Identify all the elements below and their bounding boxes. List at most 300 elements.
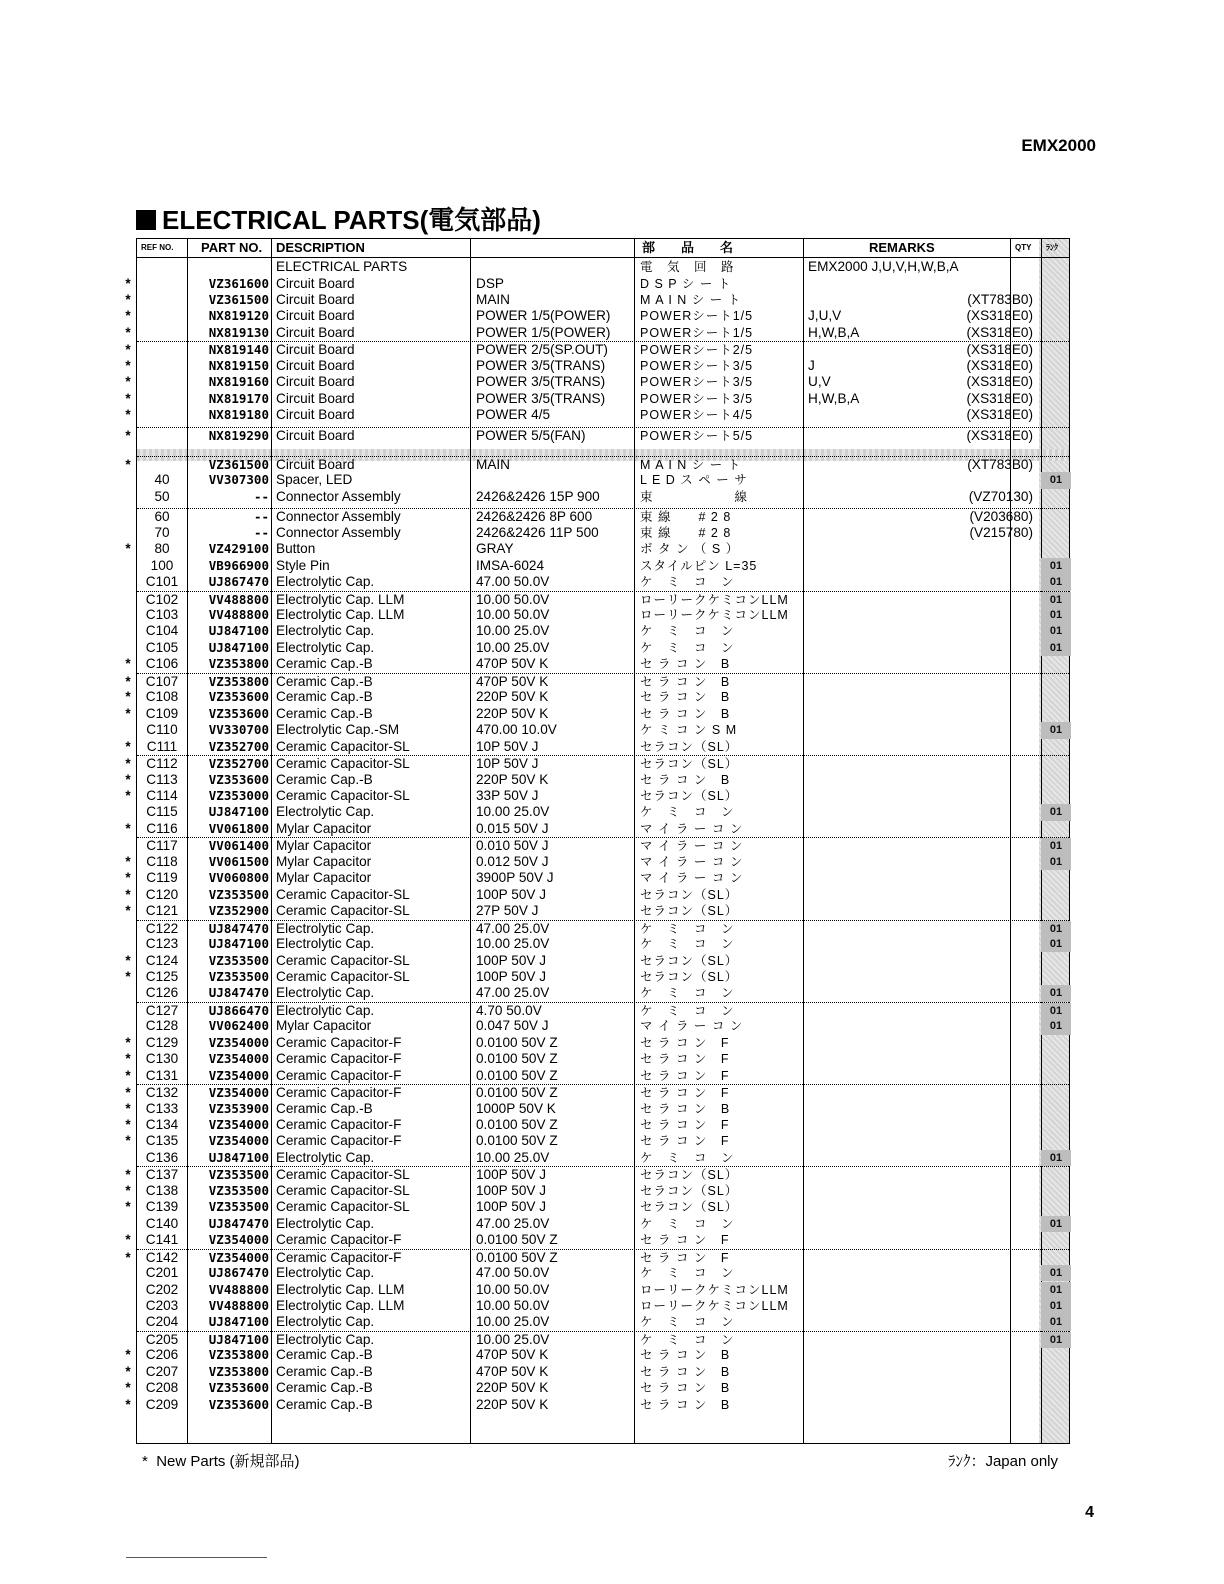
spec: 2426&2426 15P 900	[476, 488, 600, 504]
table-row	[125, 1199, 1069, 1215]
description: Mylar Capacitor	[276, 820, 372, 836]
part-no: NX819120	[208, 308, 269, 324]
ref-no: C202	[145, 1281, 179, 1297]
japanese-name: ケ ミ コ ン	[640, 1332, 735, 1347]
spec: 0.0100 50V Z	[476, 1232, 558, 1248]
table-row	[137, 837, 1069, 854]
part-no: VZ352700	[208, 738, 269, 754]
part-no: VB966900	[208, 557, 269, 573]
ref-no: C134	[145, 1117, 179, 1132]
table-row	[125, 541, 1069, 557]
spec: 100P 50V J	[476, 968, 547, 984]
description: Circuit Board	[276, 374, 355, 390]
japanese-name: 束 線 # 2 8	[640, 510, 732, 525]
description: Circuit Board	[276, 390, 355, 406]
ref-no: C104	[145, 623, 179, 639]
table-row	[137, 472, 1069, 488]
japanese-name: POWERシート3/5	[640, 375, 754, 390]
spec: 100P 50V J	[476, 886, 547, 902]
rank: 01	[1041, 1282, 1071, 1298]
table-row	[137, 591, 1069, 608]
description: Electrolytic Cap. LLM	[276, 591, 405, 607]
part-no: UJ847470	[208, 985, 269, 1001]
remarks-code: (VZ70130)	[968, 488, 1033, 504]
part-no: VZ353600	[208, 1380, 269, 1396]
spec: MAIN	[476, 291, 510, 307]
part-no: VV061400	[208, 838, 269, 854]
table-row	[137, 1150, 1069, 1166]
part-no: UJ847100	[208, 623, 269, 639]
spec: 1000P 50V K	[476, 1100, 556, 1116]
ref-no: C139	[145, 1199, 179, 1215]
japanese-name: ケ ミ コ ン	[640, 575, 735, 590]
rank: 01	[1041, 854, 1071, 870]
description: Electrolytic Cap.	[276, 1331, 375, 1347]
star-mark: *	[125, 756, 131, 771]
part-no: VZ354000	[208, 1249, 269, 1265]
remarks: J,U,V	[808, 308, 842, 324]
description: Electrolytic Cap.	[276, 1314, 375, 1330]
remarks-code: (XT783B0)	[967, 456, 1033, 472]
part-no: VZ353800	[208, 1363, 269, 1379]
table-row	[125, 291, 1069, 308]
table-row	[125, 374, 1069, 390]
japanese-name: セ ラ コ ン B	[640, 1348, 731, 1363]
part-no: VV488800	[208, 591, 269, 607]
japanese-name: ケ ミ コ ン	[640, 937, 735, 951]
part-no: VZ353600	[208, 1396, 269, 1412]
spec: 0.0100 50V Z	[476, 1117, 558, 1132]
japanese-name: セラコン（SL）	[640, 757, 739, 771]
spec: POWER 1/5(POWER)	[476, 308, 611, 324]
spec: 0.015 50V J	[476, 820, 549, 836]
japanese-name: セ ラ コ ン F	[640, 1086, 730, 1101]
japanese-name: セ ラ コ ン B	[640, 1364, 731, 1379]
ref-no: C128	[145, 1018, 179, 1034]
table-row	[137, 259, 1069, 275]
japanese-name: ケ ミ コ ン	[640, 640, 735, 655]
japanese-name: ケ ミ コ ン S M	[640, 723, 738, 738]
table-row	[137, 920, 1069, 937]
rank: 01	[1041, 1314, 1071, 1330]
star-mark: *	[125, 541, 131, 557]
spec: 0.0100 50V Z	[476, 1249, 558, 1265]
table-row	[137, 1002, 1069, 1019]
description: Ceramic Cap.-B	[276, 1100, 373, 1116]
part-no: VZ354000	[208, 1034, 269, 1050]
description: Ceramic Cap.-B	[276, 673, 373, 689]
spec: 0.010 50V J	[476, 838, 549, 854]
table-row	[125, 1182, 1069, 1199]
star-mark: *	[125, 820, 131, 836]
description: Electrolytic Cap.	[276, 623, 375, 639]
star-mark: *	[125, 1100, 131, 1116]
remarks-code: (XS318E0)	[966, 324, 1033, 340]
col-qty: QTY	[1015, 243, 1032, 252]
japanese-name: ケ ミ コ ン	[640, 1315, 735, 1330]
table-row	[125, 673, 1069, 690]
description: Connector Assembly	[276, 524, 401, 540]
description: Mylar Capacitor	[276, 870, 372, 886]
ref-no: C125	[145, 968, 179, 984]
japanese-name: マ イ ラ ー コ ン	[640, 839, 744, 854]
part-no: UJ847100	[208, 639, 269, 655]
part-no: VV062400	[208, 1018, 269, 1034]
table-row	[137, 623, 1069, 639]
description: Ceramic Capacitor-SL	[276, 952, 410, 968]
ref-no: 50	[154, 488, 170, 504]
japanese-name: ボ タ ン （ S ）	[640, 542, 740, 557]
ref-no: C203	[145, 1297, 179, 1313]
table-row	[125, 952, 1069, 969]
ref-no: C205	[145, 1331, 179, 1347]
japanese-name: セ ラ コ ン B	[640, 657, 731, 672]
spec: 47.00 25.0V	[476, 1215, 550, 1231]
table-row	[125, 1363, 1069, 1380]
spec: 220P 50V K	[476, 1396, 549, 1412]
spec: POWER 4/5	[476, 407, 551, 422]
rank: 01	[1041, 1332, 1071, 1348]
part-no: VZ353900	[208, 1100, 269, 1116]
part-no: VZ353600	[208, 689, 269, 705]
japanese-name: マ イ ラ ー コ ン	[640, 854, 744, 869]
part-no: VZ353500	[208, 1199, 269, 1215]
description: Ceramic Capacitor-SL	[276, 1167, 410, 1183]
ref-no: C207	[145, 1363, 179, 1379]
description: Electrolytic Cap.	[276, 574, 375, 590]
japanese-name: セラコン（SL）	[640, 788, 739, 803]
spec: 2426&2426 8P 600	[476, 509, 593, 525]
ref-no: C106	[145, 656, 179, 672]
ref-no: C137	[145, 1167, 179, 1183]
description: Ceramic Capacitor-F	[276, 1117, 402, 1132]
part-no: UJ847470	[208, 1215, 269, 1231]
spec: POWER 3/5(TRANS)	[476, 374, 606, 390]
description: Circuit Board	[276, 427, 355, 443]
ref-no: C107	[145, 673, 179, 689]
description: Ceramic Cap.-B	[276, 1363, 373, 1379]
star-mark: *	[125, 771, 131, 787]
ref-no: C114	[146, 787, 178, 803]
star-mark: *	[125, 357, 131, 373]
description: Electrolytic Cap.	[276, 1149, 375, 1165]
spec: 10.00 50.0V	[476, 1281, 550, 1297]
star-mark: *	[125, 374, 131, 390]
spec: 100P 50V J	[476, 1199, 547, 1215]
japanese-name: POWERシート1/5	[640, 325, 754, 340]
rank: 01	[1041, 592, 1071, 608]
spec: IMSA-6024	[476, 557, 545, 573]
ref-no: C110	[146, 722, 178, 738]
spec: 220P 50V K	[476, 689, 549, 705]
remarks-code: (XT783B0)	[967, 291, 1033, 307]
part-no: VZ361500	[208, 456, 269, 472]
ref-no: C136	[145, 1149, 179, 1165]
star-mark: *	[125, 342, 131, 358]
table-row	[125, 738, 1069, 755]
table-row	[125, 1117, 1069, 1133]
ref-no: C102	[145, 591, 179, 607]
ref-no: C204	[145, 1314, 179, 1330]
japanese-name: セ ラ コ ン B	[640, 1397, 731, 1412]
description: Ceramic Capacitor-F	[276, 1249, 402, 1265]
ref-no: C142	[145, 1249, 179, 1265]
ref-no: C119	[146, 870, 178, 886]
spec: 0.047 50V J	[476, 1018, 549, 1034]
part-no: NX819150	[208, 357, 269, 373]
spec: 100P 50V J	[476, 1167, 547, 1183]
spec: 0.0100 50V Z	[476, 1067, 558, 1083]
ref-no: C201	[145, 1265, 179, 1280]
ref-no: C112	[146, 756, 178, 771]
description: Mylar Capacitor	[276, 838, 372, 854]
star-mark: *	[125, 1249, 131, 1265]
star-mark: *	[125, 1199, 131, 1215]
spec: 0.0100 50V Z	[476, 1085, 558, 1101]
col-part: PART NO.	[201, 240, 263, 255]
table-row	[125, 1034, 1069, 1051]
description: Electrolytic Cap.	[276, 639, 375, 655]
footnote	[142, 1450, 300, 1471]
part-no: VV307300	[208, 472, 269, 488]
japanese-name: 電 気 回 路	[640, 260, 735, 274]
ref-no: C101	[145, 574, 179, 590]
japanese-name: ケ ミ コ ン	[640, 624, 735, 639]
star-mark: *	[125, 1117, 131, 1132]
table-row	[137, 525, 1069, 541]
star-mark: *	[125, 407, 131, 422]
japanese-name: セ ラ コ ン B	[640, 690, 731, 705]
table-row	[125, 870, 1069, 886]
spec: 10.00 25.0V	[476, 804, 550, 820]
spec: 47.00 50.0V	[476, 574, 550, 590]
star-mark: *	[125, 738, 131, 754]
star-mark: *	[125, 1067, 131, 1083]
description: Ceramic Capacitor-SL	[276, 903, 410, 919]
ref-no: C138	[145, 1182, 179, 1198]
description: Circuit Board	[276, 342, 355, 358]
star-mark: *	[125, 1051, 131, 1067]
star-mark: *	[125, 324, 131, 340]
rank: 01	[1041, 722, 1071, 738]
table-row	[125, 968, 1069, 985]
japanese-name: セ ラ コ ン F	[640, 1118, 730, 1132]
ref-no: C115	[146, 804, 178, 820]
part-no: --	[253, 509, 269, 525]
part-no: VV061500	[208, 853, 269, 869]
part-no: VZ353800	[208, 673, 269, 689]
spec: POWER 2/5(SP.OUT)	[476, 342, 608, 358]
table-row	[125, 357, 1069, 374]
ref-no: 80	[154, 541, 170, 557]
part-no: VZ353500	[208, 886, 269, 902]
japanese-name: POWERシート3/5	[640, 358, 754, 373]
japanese-name: ローリークケミコンLLM	[640, 1282, 789, 1297]
table-row	[125, 1380, 1069, 1396]
spec: 10.00 25.0V	[476, 936, 550, 951]
part-no: VZ352700	[208, 756, 269, 771]
star-mark: *	[125, 275, 131, 291]
description: Mylar Capacitor	[276, 853, 372, 869]
rank: 01	[1041, 640, 1071, 656]
table-row	[125, 886, 1069, 903]
spec: 4.70 50.0V	[476, 1002, 542, 1018]
japanese-name: セラコン（SL）	[640, 739, 739, 754]
part-no: VZ353600	[208, 771, 269, 787]
rank: 01	[1041, 838, 1071, 854]
star-mark: *	[125, 1167, 131, 1183]
table-row	[125, 1051, 1069, 1067]
table-row	[125, 407, 1069, 423]
table-row	[137, 1216, 1069, 1232]
rank: 01	[1041, 1216, 1071, 1232]
ref-no: C209	[145, 1396, 179, 1412]
japanese-name: ケ ミ コ ン	[640, 986, 735, 1001]
description: Button	[276, 541, 316, 557]
star-mark: *	[125, 870, 131, 886]
part-no: UJ847100	[208, 936, 269, 951]
rank: 01	[1041, 1265, 1071, 1281]
description: Electrolytic Cap.	[276, 1215, 375, 1231]
star-mark: *	[125, 1085, 131, 1101]
rank: 01	[1041, 921, 1071, 937]
table-row	[125, 324, 1069, 341]
ref-no: C206	[145, 1347, 179, 1363]
footer-rule	[126, 1557, 267, 1558]
remarks-code: (XS318E0)	[966, 390, 1033, 406]
description: Electrolytic Cap. LLM	[276, 607, 405, 622]
star-mark: *	[125, 1232, 131, 1248]
star-mark: *	[125, 390, 131, 406]
part-no: UJ866470	[208, 1002, 269, 1018]
spec: 10.00 50.0V	[476, 607, 550, 622]
table-row	[125, 1067, 1069, 1084]
description: Ceramic Cap.-B	[276, 1380, 373, 1396]
ref-no: C123	[145, 936, 179, 951]
ref-no: C116	[146, 820, 178, 836]
star-mark: *	[125, 1034, 131, 1050]
part-no: VZ361600	[208, 275, 269, 291]
page-number: 4	[1085, 1504, 1094, 1521]
description: Ceramic Capacitor-SL	[276, 1199, 410, 1215]
description: Ceramic Cap.-B	[276, 771, 373, 787]
table-row	[125, 427, 1069, 444]
ref-no: C140	[145, 1215, 179, 1231]
ref-no: C208	[145, 1380, 179, 1396]
spec: POWER 3/5(TRANS)	[476, 390, 606, 406]
japanese-name: セラコン（SL）	[640, 1168, 739, 1183]
rank: 01	[1041, 1018, 1071, 1034]
table-row	[137, 489, 1069, 505]
description: Ceramic Capacitor-SL	[276, 787, 410, 803]
part-no: VZ429100	[208, 541, 269, 557]
table-header	[137, 239, 1069, 258]
description: Style Pin	[276, 557, 330, 573]
part-no: VZ361500	[208, 291, 269, 307]
ref-no: C126	[145, 985, 179, 1001]
star-mark: *	[125, 1347, 131, 1363]
japanese-name: セ ラ コ ン F	[640, 1233, 730, 1248]
ref-no: C105	[145, 639, 179, 655]
japanese-name: セラコン（SL）	[640, 1183, 739, 1198]
ref-no: 70	[154, 524, 170, 540]
spec: 10.00 25.0V	[476, 1331, 550, 1347]
japanese-name: ケ ミ コ ン	[640, 805, 735, 820]
part-no: VZ353000	[208, 787, 269, 803]
part-no: VZ353800	[208, 656, 269, 672]
rank: 01	[1041, 936, 1071, 952]
japanese-name: スタイルピン L=35	[640, 558, 758, 573]
star-mark: *	[125, 308, 131, 324]
description: Ceramic Capacitor-F	[276, 1133, 402, 1149]
description: Circuit Board	[276, 357, 355, 373]
japanese-name: セ ラ コ ン F	[640, 1035, 730, 1050]
part-no: VZ353800	[208, 1347, 269, 1363]
spec: 0.0100 50V Z	[476, 1133, 558, 1149]
description: Ceramic Capacitor-F	[276, 1051, 402, 1067]
japanese-name: M A I N シ ー ト	[640, 292, 742, 307]
spec: 3900P 50V J	[476, 870, 554, 886]
ref-no: C129	[145, 1034, 179, 1050]
remarks: EMX2000 J,U,V,H,W,B,A	[808, 259, 959, 274]
part-no: VZ354000	[208, 1232, 269, 1248]
description: Ceramic Cap.-B	[276, 1396, 373, 1412]
part-no: UJ847100	[208, 804, 269, 820]
star-mark: *	[125, 1380, 131, 1396]
part-no: NX819140	[208, 342, 269, 358]
description: Ceramic Capacitor-F	[276, 1232, 402, 1248]
japanese-name: セラコン（SL）	[640, 1200, 739, 1215]
part-no: NX819130	[208, 324, 269, 340]
table-row	[125, 390, 1069, 407]
table-row	[137, 607, 1069, 623]
col-remarks: REMARKS	[869, 240, 935, 255]
table-row	[125, 275, 1069, 292]
ref-no: C122	[145, 920, 179, 936]
description: Circuit Board	[276, 275, 355, 291]
ref-no: 60	[154, 509, 170, 525]
star-mark: *	[125, 853, 131, 869]
ref-no: C131	[145, 1067, 179, 1083]
spec: DSP	[476, 275, 504, 291]
table-row	[125, 755, 1069, 772]
description: Electrolytic Cap. LLM	[276, 1297, 405, 1313]
spec: 10P 50V J	[476, 756, 539, 771]
star-mark: *	[125, 968, 131, 984]
japanese-name: セラコン（SL）	[640, 887, 739, 902]
part-no: VV330700	[208, 722, 269, 738]
part-no: VZ353600	[208, 705, 269, 721]
ref-no: C141	[145, 1232, 179, 1248]
remarks-code: (V215780)	[969, 524, 1033, 540]
spec: 10P 50V J	[476, 738, 539, 754]
description: Electrolytic Cap. LLM	[276, 1281, 405, 1297]
table-row	[137, 804, 1069, 820]
rank: 01	[1041, 1003, 1071, 1019]
rank: 01	[1041, 574, 1071, 590]
description: Ceramic Capacitor-F	[276, 1067, 402, 1083]
remarks: H,W,B,A	[808, 390, 860, 406]
part-no: NX819160	[208, 374, 269, 390]
ref-no: C113	[146, 771, 178, 787]
japanese-name: ローリークケミコンLLM	[640, 592, 789, 607]
table-row	[137, 1265, 1069, 1281]
part-no: VV060800	[208, 870, 269, 886]
ref-no: 40	[154, 472, 170, 488]
part-no: VV061800	[208, 820, 269, 836]
table-row	[137, 936, 1069, 952]
spec: MAIN	[476, 456, 510, 472]
